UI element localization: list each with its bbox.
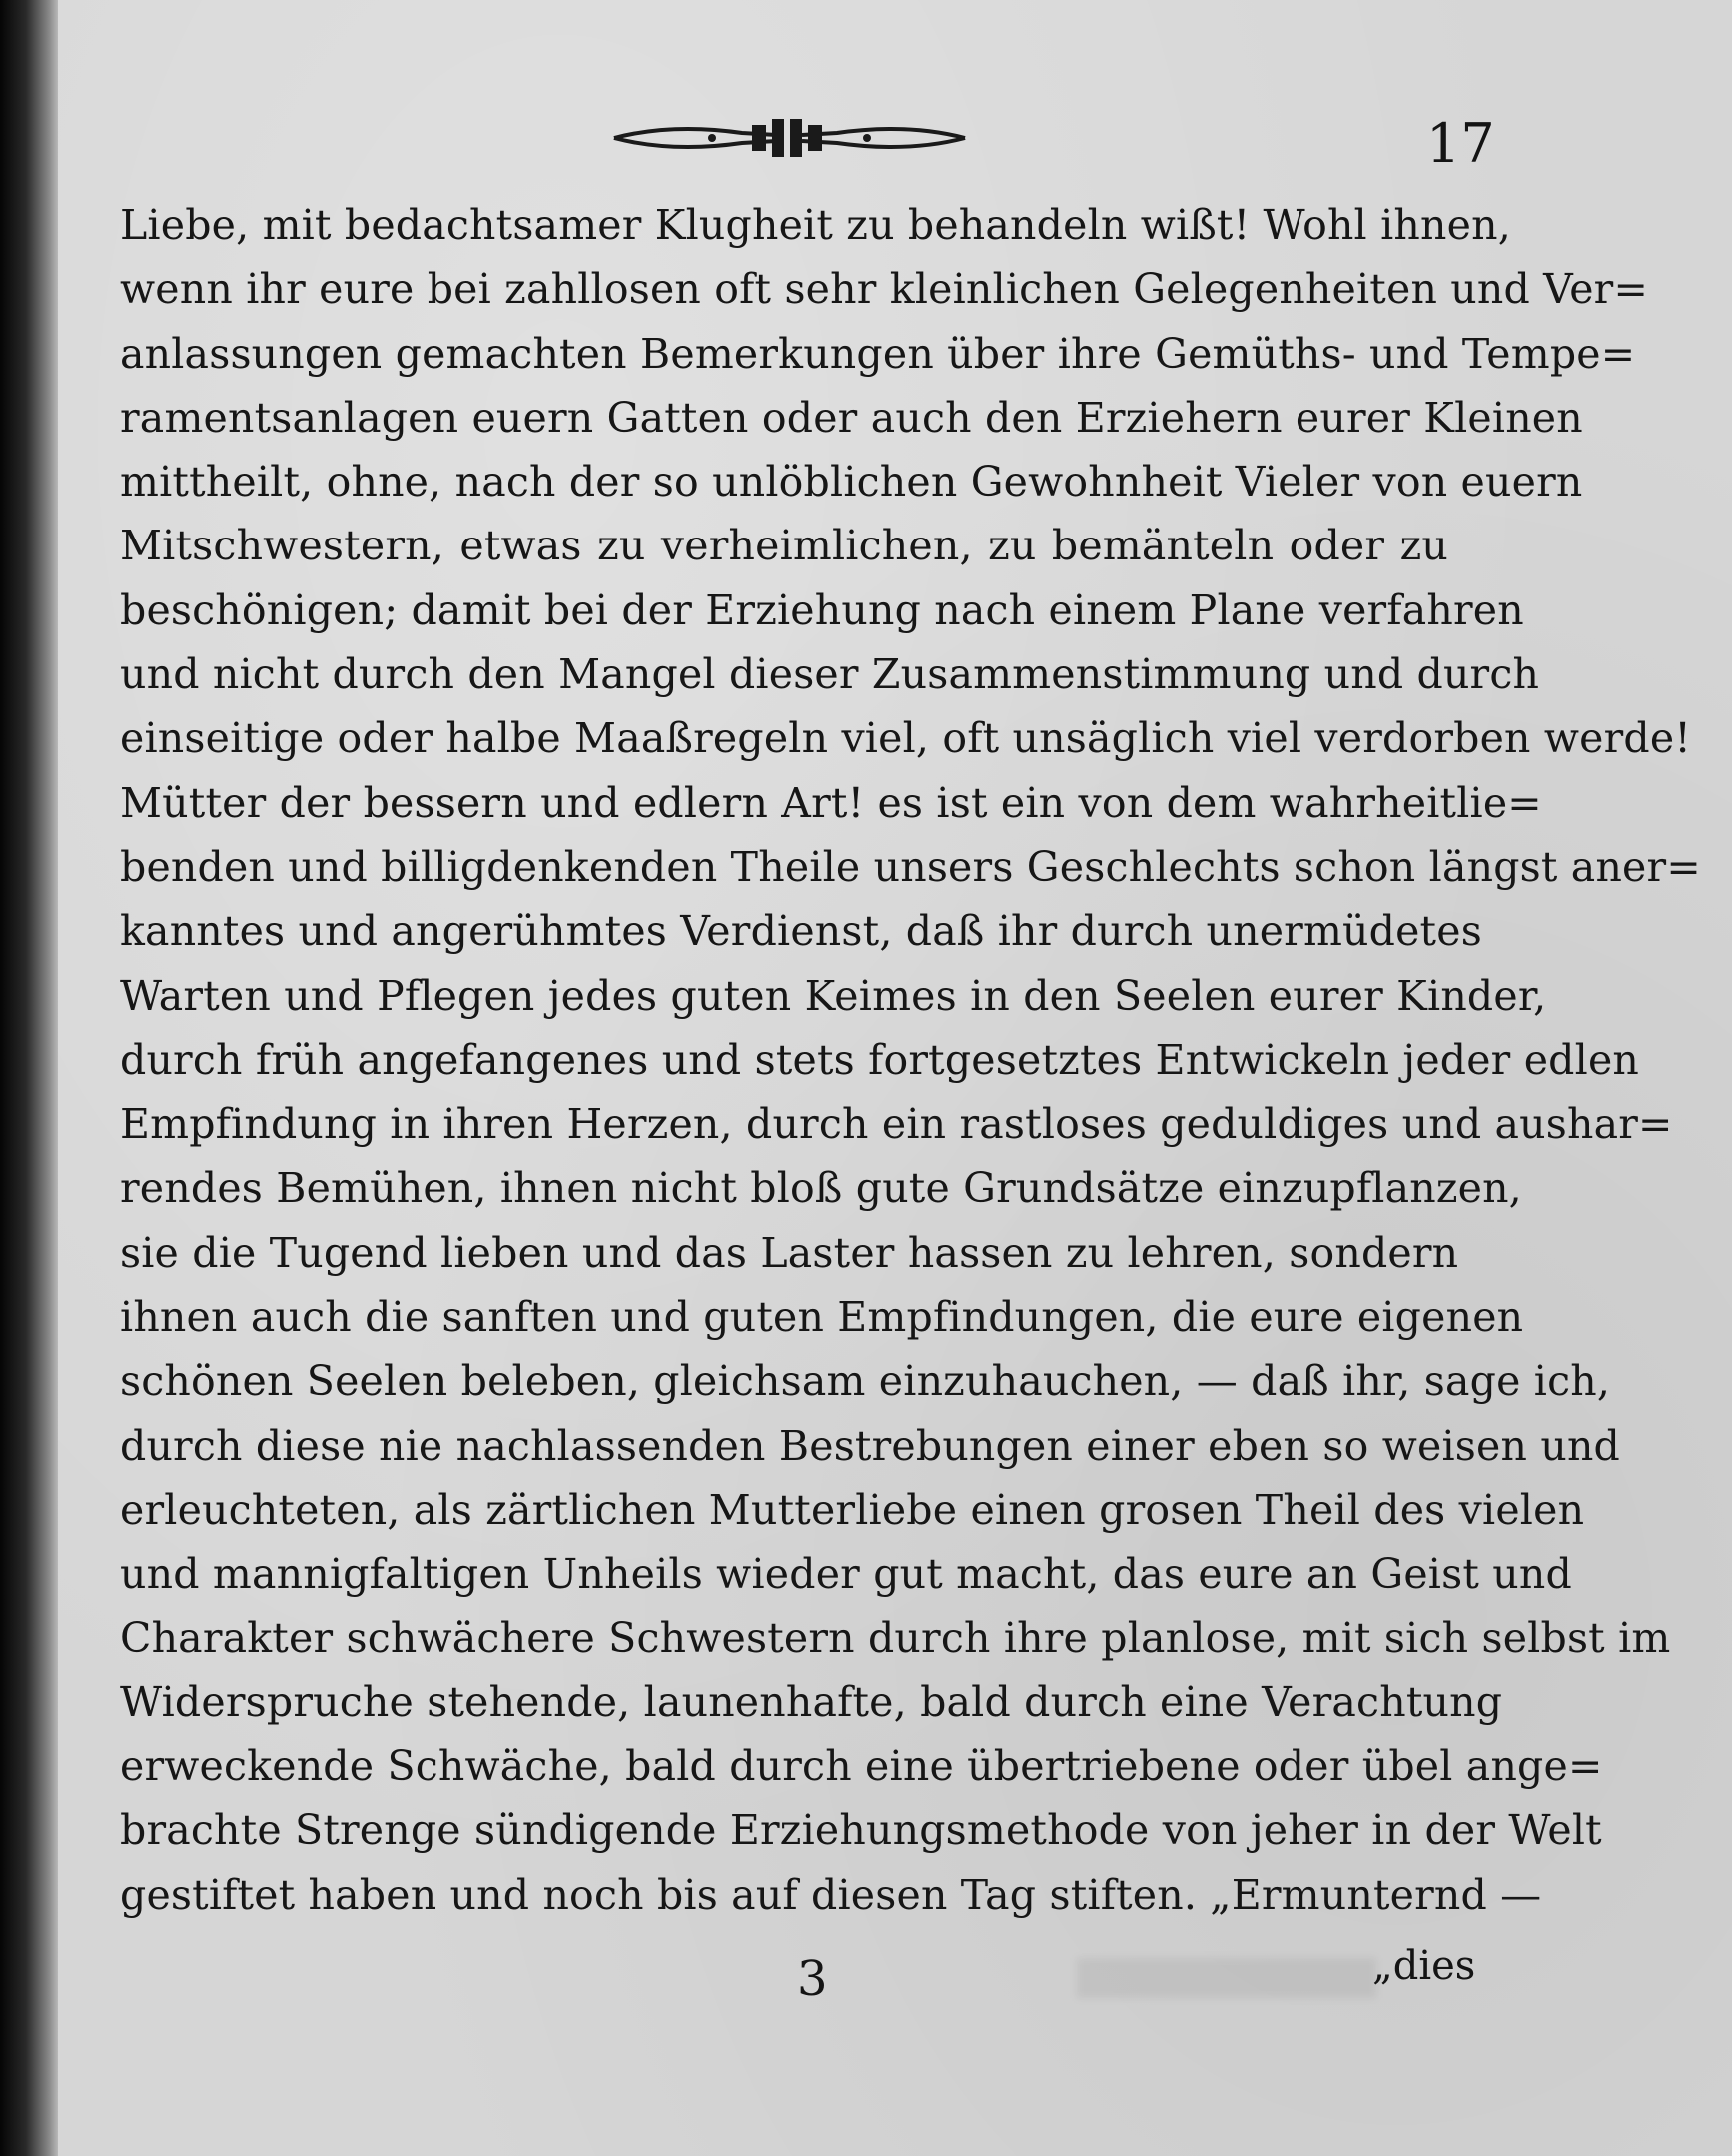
- ornament-icon: [612, 113, 967, 163]
- text-line: sie die Tugend lieben und das Laster hassen zu lehren, sondern: [120, 1228, 1459, 1277]
- text-line: brachte Strenge sündigende Erziehungsmethode von jeher in der Welt: [120, 1806, 1602, 1855]
- binding-edge: [0, 0, 58, 2156]
- text-line: wenn ihr eure bei zahllosen oft sehr kleinlichen Gelegenheiten und Ver=: [120, 265, 1649, 314]
- text-line: Mitschwestern, etwas zu verheimlichen, zu bemänteln oder zu: [120, 522, 1448, 570]
- text-line: Charakter schwächere Schwestern durch ihre planlose, mit sich selbst im: [120, 1614, 1671, 1662]
- body-text: [120, 193, 1701, 1927]
- text-line: Warten und Pflegen jedes guten Keimes in den Seelen eurer Kinder,: [120, 971, 1547, 1020]
- text-line: rendes Bemühen, ihnen nicht bloß gute Grundsätze einzupflanzen,: [120, 1164, 1522, 1213]
- text-line-last: gestiftet haben und noch bis auf diesen Tag stiften. „Ermunternd —: [120, 1870, 1542, 1919]
- text-line: ramentsanlagen euern Gatten oder auch den Erziehern eurer Kleinen: [120, 393, 1583, 442]
- text-line: und nicht durch den Mangel dieser Zusammenstimmung und durch: [120, 650, 1540, 699]
- catchword: „dies: [1372, 1943, 1476, 1989]
- text-line: einseitige oder halbe Maaßregeln viel, oft unsäglich viel verdorben werde!: [120, 714, 1692, 763]
- page-number: 17: [1426, 112, 1495, 175]
- text-line: Widerspruche stehende, launenhafte, bald durch eine Verachtung: [120, 1677, 1503, 1726]
- text-line: durch früh angefangenes und stets fortgesetztes Entwickeln jeder edlen: [120, 1035, 1640, 1084]
- text-line: und mannigfaltigen Unheils wieder gut macht, das eure an Geist und: [120, 1550, 1572, 1599]
- text-line: benden und billigdenkenden Theile unsers Geschlechts schon längst aner=: [120, 842, 1701, 891]
- text-line: ihnen auch die sanften und guten Empfindungen, die eure eigenen: [120, 1293, 1524, 1342]
- ink-bleed: [1077, 1958, 1376, 1998]
- signature-mark: 3: [797, 1951, 828, 2007]
- text-line: kanntes und angerühmtes Verdienst, daß ihr durch unermüdetes: [120, 907, 1482, 956]
- text-line: mittheilt, ohne, nach der so unlöblichen Gewohnheit Vieler von euern: [120, 458, 1583, 507]
- book-page: [58, 0, 1732, 2156]
- text-line: erweckende Schwäche, bald durch eine übertriebene oder übel ange=: [120, 1742, 1603, 1791]
- text-line: Liebe, mit bedachtsamer Klugheit zu behandeln wißt! Wohl ihnen,: [120, 201, 1511, 249]
- text-line: Empfindung in ihren Herzen, durch ein rastloses geduldiges und aushar=: [120, 1100, 1673, 1149]
- text-line: erleuchteten, als zärtlichen Mutterliebe einen grosen Theil des vielen: [120, 1485, 1585, 1534]
- text-line: beschönigen; damit bei der Erziehung nach einem Plane verfahren: [120, 585, 1524, 634]
- text-line: schönen Seelen beleben, gleichsam einzuhauchen, — daß ihr, sage ich,: [120, 1357, 1611, 1406]
- text-line: anlassungen gemachten Bemerkungen über ihre Gemüths- und Tempe=: [120, 329, 1636, 378]
- text-line: durch diese nie nachlassenden Bestrebungen einer eben so weisen und: [120, 1421, 1620, 1470]
- text-line: Mütter der bessern und edlern Art! es ist ein von dem wahrheitlie=: [120, 778, 1542, 827]
